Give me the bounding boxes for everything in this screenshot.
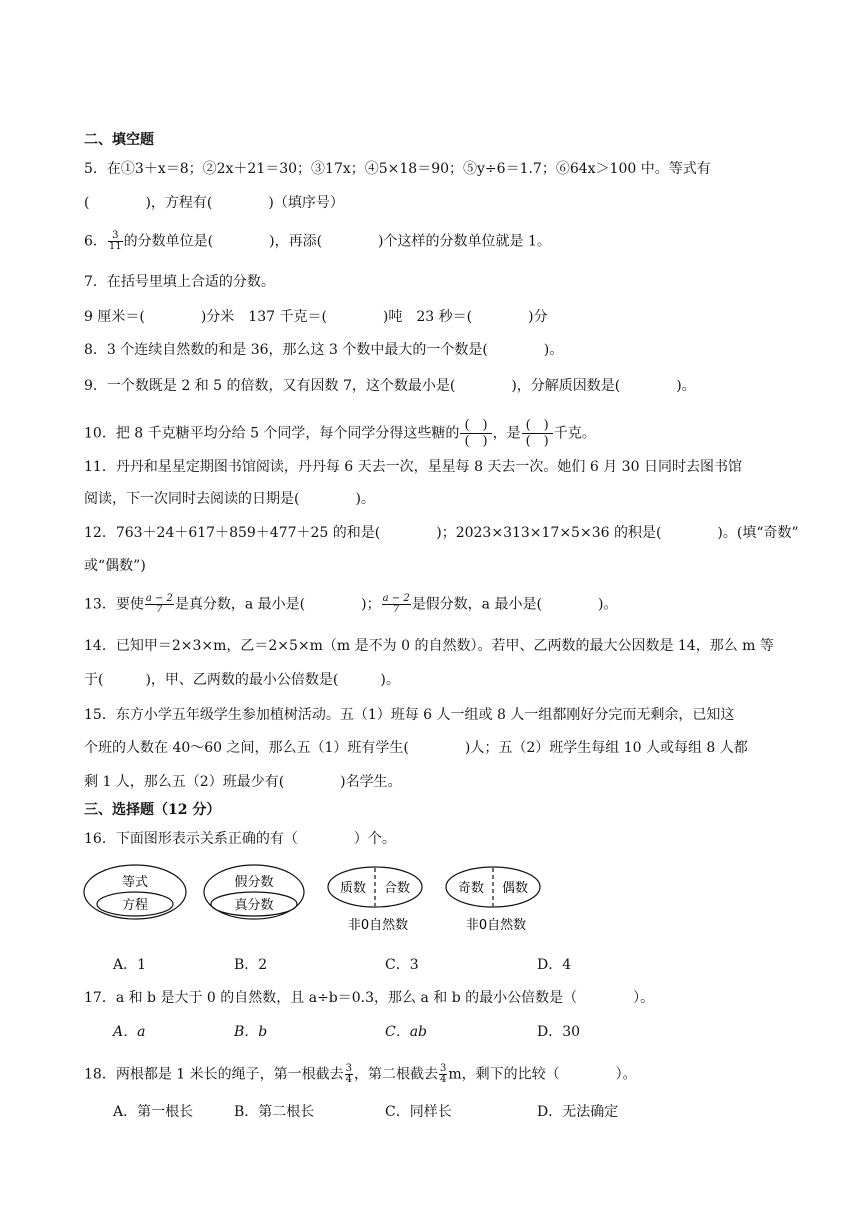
q10-text: 10．把 8 千克糖平均分给 5 个同学，每个同学分得这些糖的	[84, 425, 460, 442]
fraction-a-minus-2-over-7	[382, 594, 411, 615]
q13	[84, 594, 617, 615]
fraction-denominator: 4	[345, 1074, 352, 1085]
q6-number: 6．	[84, 233, 107, 250]
right-label: 偶数	[501, 881, 529, 896]
q12-line2: 或“偶数”)	[84, 558, 146, 574]
fraction-3-11	[108, 231, 123, 252]
q15-line1: 15．东方小学五年级学生参加植树活动。五（1）班每 6 人一组或 8 人一组都刚好分完而无剩余，已知这	[84, 707, 735, 723]
q11-line1: 11．丹丹和星星定期图书馆阅读，丹丹每 6 天去一次，星星每 8 天去一次。她们 6 月 30 日同时去图书馆	[84, 459, 742, 475]
fraction-denominator: 11	[108, 241, 122, 252]
outer-label: 等式	[121, 875, 149, 890]
fraction-numerator: 3	[108, 231, 123, 242]
fraction-numerator: a − 2	[145, 593, 173, 604]
q16: 16．下面图形表示关系正确的有（ ）个。	[84, 831, 396, 847]
q6-text: 的分数单位是( )，再添( )个这样的分数单位就是 1。	[123, 233, 551, 250]
left-label: 奇数	[457, 881, 485, 896]
q17-option-d[interactable]: D．30	[537, 1024, 581, 1040]
fraction-denominator: 7	[156, 604, 163, 615]
q17-option-c[interactable]: C．ab	[385, 1024, 428, 1040]
q10-mid: ，是	[492, 425, 521, 442]
section-3-title: 三、选择题（12 分）	[84, 802, 221, 818]
q16-option-a[interactable]: A．1	[113, 957, 147, 973]
fraction-3-4	[439, 1064, 447, 1085]
q18-mid: ，第二根截去	[354, 1066, 438, 1083]
inner-label: 真分数	[234, 898, 274, 913]
q18-option-c[interactable]: C．同样长	[385, 1104, 452, 1120]
q11-line2: 阅读，下一次同时去阅读的日期是( )。	[84, 491, 375, 507]
blank-numerator: ( )	[460, 418, 491, 434]
fraction-3-4	[345, 1064, 353, 1085]
q9: 9．一个数既是 2 和 5 的倍数，又有因数 7，这个数最小是( )，分解质因数是( )。	[84, 378, 696, 394]
diagram-equation-in-equality	[82, 862, 188, 922]
q12-line1: 12．763＋24＋617＋859＋477＋25 的和是( )；2023×313×17×5×36 的积是( )。(填“奇数”	[84, 525, 799, 541]
q17: 17．a 和 b 是大于 0 的自然数，且 a÷b＝0.3，那么 a 和 b 的最小公倍数是（ ）。	[84, 990, 655, 1006]
section-2-title: 二、填空题	[84, 132, 154, 148]
q14-line2: 于( )，甲、乙两数的最小公倍数是( )。	[84, 672, 400, 688]
q5-line2: ( )，方程有( )（填序号）	[84, 195, 344, 211]
outer-label: 假分数	[234, 875, 274, 890]
fraction-numerator: 3	[440, 1063, 447, 1074]
q6	[84, 231, 551, 252]
q13-post: 是假分数，a 最小是( )。	[411, 596, 618, 613]
q18-post: m，剩下的比较（ ）。	[448, 1066, 637, 1083]
q18-option-b[interactable]: B．第二根长	[234, 1104, 315, 1120]
q7-line2: 9 厘米＝( )分米 137 千克＝( )吨 23 秒＝( )分	[84, 309, 548, 325]
q10	[84, 418, 596, 449]
q18	[84, 1064, 637, 1085]
q10-fraction-blank-1	[460, 418, 491, 449]
q17-option-b[interactable]: B．b	[234, 1024, 268, 1040]
q16-option-b[interactable]: B．2	[234, 957, 268, 973]
q16-option-c[interactable]: C．3	[385, 957, 419, 973]
diagram-prime-composite	[326, 862, 426, 937]
diagram-odd-even	[444, 862, 544, 937]
diagram-proper-in-improper	[202, 862, 308, 922]
q8: 8．3 个连续自然数的和是 36，那么这 3 个数中最大的一个数是( )。	[84, 342, 564, 358]
blank-denominator: ( )	[464, 434, 488, 449]
blank-numerator: ( )	[522, 418, 553, 434]
q16-option-d[interactable]: D．4	[537, 957, 572, 973]
q15-line3: 剩 1 人，那么五（2）班最少有( )名学生。	[84, 774, 402, 790]
q7-line1: 7．在括号里填上合适的分数。	[84, 274, 275, 290]
q5-line1: 5．在①3＋x＝8；②2x＋21＝30；③17x；④5×18＝90；⑤y÷6＝1.7；⑥64x＞100 中。等式有	[84, 161, 711, 177]
q18-text: 18．两根都是 1 米长的绳子，第一根截去	[84, 1066, 344, 1083]
fraction-denominator: 4	[440, 1074, 447, 1085]
q13-text: 13．要使	[84, 596, 144, 613]
inner-label: 方程	[121, 898, 149, 913]
fraction-denominator: 7	[392, 604, 400, 615]
q18-option-a[interactable]: A．第一根长	[113, 1104, 194, 1120]
q14-line1: 14．已知甲＝2×3×m，乙＝2×5×m（m 是不为 0 的自然数）。若甲、乙两数的最大公因数是 14，那么 m 等	[84, 638, 774, 654]
fraction-a-minus-2-over-7	[145, 594, 174, 615]
left-label: 质数	[339, 881, 367, 896]
blank-denominator: ( )	[525, 434, 549, 449]
right-label: 合数	[383, 881, 411, 896]
q17-option-a[interactable]: A．a	[113, 1024, 146, 1040]
caption: 非0自然数	[347, 918, 409, 933]
q15-line2: 个班的人数在 40～60 之间，那么五（1）班有学生( )人；五（2）班学生每组 10 人或每组 8 人都	[84, 740, 748, 756]
caption: 非0自然数	[465, 918, 527, 933]
fraction-numerator: a − 2	[382, 593, 410, 604]
q18-option-d[interactable]: D．无法确定	[537, 1104, 619, 1120]
q10-post: 千克。	[553, 425, 596, 442]
fraction-numerator: 3	[345, 1063, 352, 1074]
q13-mid: 是真分数，a 最小是( )；	[174, 596, 381, 613]
q10-fraction-blank-2	[522, 418, 553, 449]
